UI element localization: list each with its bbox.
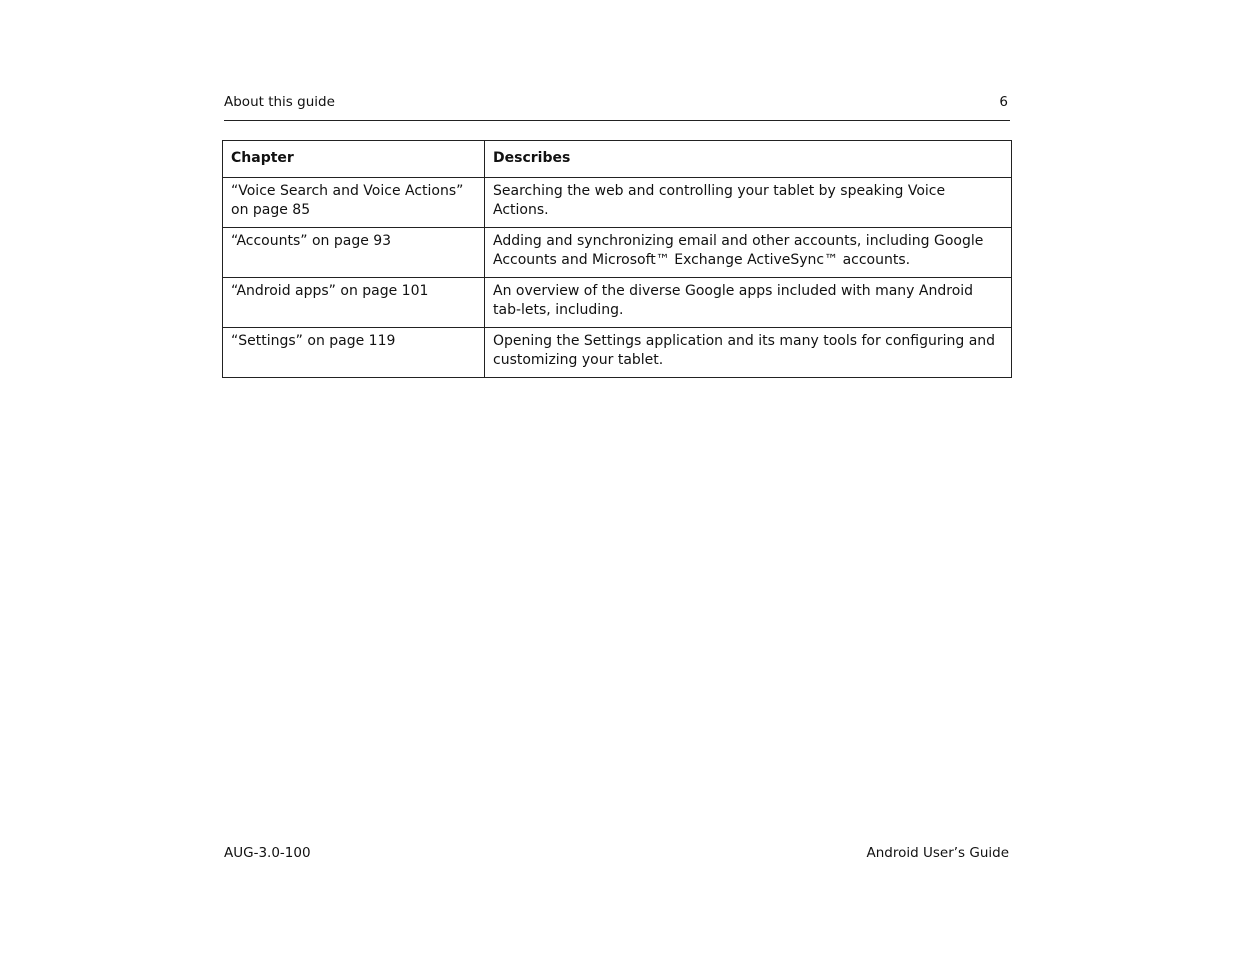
chapter-link[interactable]: “Settings” on page 119 <box>223 328 485 378</box>
chapters-table <box>222 140 1012 378</box>
page-number: 6 <box>999 94 1008 110</box>
chapter-description: An overview of the diverse Google apps included with many Android tab-lets, including. <box>485 278 1012 328</box>
table-row <box>223 228 1012 278</box>
chapter-description: Opening the Settings application and its many tools for configuring and customizing your tablet. <box>485 328 1012 378</box>
chapter-description: Adding and synchronizing email and other accounts, including Google Accounts and Microsoft™ Exchange ActiveSync™ accounts. <box>485 228 1012 278</box>
table-row <box>223 178 1012 228</box>
chapter-link[interactable]: “Voice Search and Voice Actions” on page 85 <box>223 178 485 228</box>
chapter-link[interactable]: “Accounts” on page 93 <box>223 228 485 278</box>
column-header-chapter: Chapter <box>223 141 485 178</box>
table-row <box>223 278 1012 328</box>
table-row <box>223 328 1012 378</box>
section-title: About this guide <box>224 94 335 110</box>
chapter-description: Searching the web and controlling your tablet by speaking Voice Actions. <box>485 178 1012 228</box>
document-title: Android User’s Guide <box>866 845 1009 861</box>
page-header <box>224 93 1010 121</box>
column-header-describes: Describes <box>485 141 1012 178</box>
table-header-row <box>223 141 1012 178</box>
document-id: AUG-3.0-100 <box>224 845 311 861</box>
chapter-link[interactable]: “Android apps” on page 101 <box>223 278 485 328</box>
